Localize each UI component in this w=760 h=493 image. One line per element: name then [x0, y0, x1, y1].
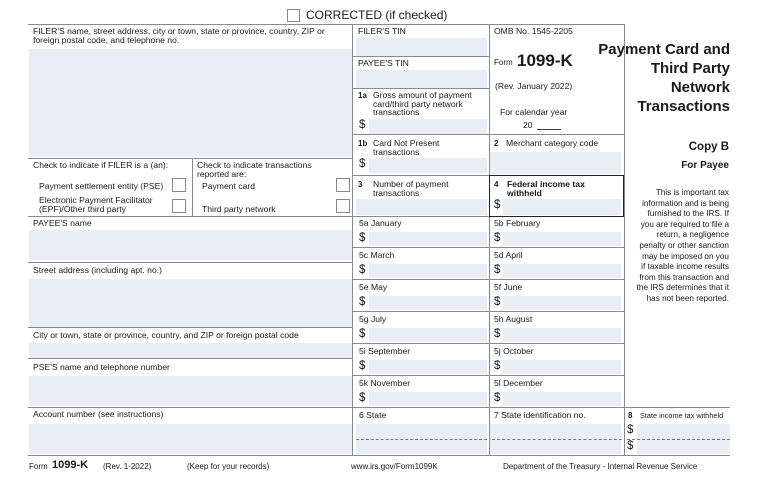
footer-revision: (Rev. 1-2022)	[103, 462, 152, 471]
box1b-bottom	[352, 175, 490, 176]
txn-check-label: Check to indicate transactions reported are:	[197, 160, 312, 179]
box5e-field[interactable]	[369, 296, 487, 310]
row-5h-bottom	[352, 343, 624, 344]
box2-label: Merchant category code	[506, 138, 599, 148]
box4-number: 4	[494, 180, 499, 189]
year-underline	[537, 129, 561, 130]
footer-url[interactable]: www.irs.gov/Form1099K	[351, 462, 438, 471]
box5c-label: 5c March	[359, 250, 395, 260]
corrected-checkbox[interactable]	[287, 9, 300, 22]
form-revision: (Rev. January 2022)	[495, 81, 573, 91]
box1b-dollar: $	[359, 158, 366, 170]
box1a-dollar: $	[359, 119, 366, 131]
box8-dollar-2: $	[627, 440, 634, 452]
box8-dashed	[627, 439, 730, 440]
payee-name-field[interactable]	[29, 230, 352, 260]
network-checkbox[interactable]	[336, 199, 350, 213]
payment-card-option-label: Payment card	[202, 181, 256, 191]
box4-dollar: $	[494, 199, 501, 211]
box5a-label: 5a January	[359, 218, 402, 228]
street-bottom	[28, 327, 352, 328]
box5k-field[interactable]	[369, 392, 487, 406]
box5a-dollar: $	[359, 232, 366, 244]
box1a-label: Gross amount of payment card/third party network transactions	[373, 90, 472, 118]
footer-keep-note: (Keep for your records)	[187, 462, 270, 471]
box1a-field[interactable]	[369, 119, 487, 134]
box6-label: 6 State	[359, 410, 387, 420]
box5d-label: 5d April	[494, 250, 523, 260]
box5k-dollar: $	[359, 392, 366, 404]
right-column-bottom-line	[624, 407, 730, 408]
epf-checkbox[interactable]	[172, 199, 186, 213]
box5d-dollar: $	[494, 264, 501, 276]
copy-notice: This is important tax information and is being furnished to the IRS. If you are required to file a return, a negligence penalty or other sanction may be imposed on you if taxable income results from this transaction and the IRS determines that it has not been reported.	[636, 188, 729, 303]
box5j-field[interactable]	[503, 360, 621, 374]
corrected-label: CORRECTED (if checked)	[306, 8, 448, 22]
footer-form-number: 1099-K	[52, 459, 89, 471]
box5d-field[interactable]	[503, 264, 621, 278]
pse-option-label: Payment settlement entity (PSE)	[39, 181, 164, 191]
box5l-field[interactable]	[503, 392, 621, 406]
filer-tin-field[interactable]	[356, 38, 487, 56]
payee-name-bottom	[28, 262, 352, 263]
payee-tin-field[interactable]	[356, 70, 487, 88]
network-option-label: Third party network	[202, 204, 276, 214]
row-5j-bottom	[352, 375, 624, 376]
footer-department: Department of the Treasury - Internal Revenue Service	[503, 462, 698, 471]
row-5l-bottom	[28, 407, 624, 408]
box5c-dollar: $	[359, 264, 366, 276]
box2-field[interactable]	[490, 152, 621, 174]
filer-info-label: FILER'S name, street address, city or town, state or province, country, ZIP or foreign postal code, and telephone no.	[33, 26, 325, 46]
box5e-label: 5e May	[359, 282, 388, 292]
filer-tin-bottom	[352, 56, 490, 57]
box5h-field[interactable]	[503, 328, 621, 342]
box5i-label: 5i September	[359, 346, 411, 356]
box5i-field[interactable]	[369, 360, 487, 374]
box5i-dollar: $	[359, 360, 366, 372]
city-field[interactable]	[29, 343, 352, 358]
payee-tin-label: PAYEE'S TIN	[358, 58, 409, 68]
calendar-year: 20	[523, 120, 533, 130]
box5b-label: 5b February	[494, 218, 541, 228]
pse-checkbox[interactable]	[172, 178, 186, 192]
box3-field[interactable]	[356, 199, 487, 215]
account-label: Account number (see instructions)	[33, 409, 164, 419]
middle-column-divider	[489, 24, 490, 455]
copy-subtitle: For Payee	[681, 160, 729, 171]
box5h-dollar: $	[494, 328, 501, 340]
box4-label: Federal income tax withheld	[507, 179, 585, 198]
row-5b-bottom	[352, 247, 624, 248]
city-label: City or town, state or province, country, and ZIP or foreign postal code	[33, 330, 299, 340]
account-field[interactable]	[29, 424, 352, 454]
box5l-label: 5l December	[494, 378, 543, 388]
box1b-label: Card Not Present transactions	[373, 138, 440, 157]
box5k-label: 5k November	[359, 378, 411, 388]
box5c-field[interactable]	[369, 264, 487, 278]
box5g-dollar: $	[359, 328, 366, 340]
box5g-field[interactable]	[369, 328, 487, 342]
street-label: Street address (including apt. no.)	[33, 265, 162, 275]
payment-card-checkbox[interactable]	[336, 178, 350, 192]
box3-label: Number of payment transactions	[373, 179, 449, 198]
row-5d-bottom	[352, 279, 624, 280]
row-5f-bottom	[352, 311, 624, 312]
street-field[interactable]	[29, 279, 352, 327]
box5f-label: 5f June	[494, 282, 523, 292]
box5f-field[interactable]	[503, 296, 621, 310]
box8-dollar-1: $	[627, 424, 634, 436]
left-column-divider	[352, 24, 353, 455]
box5j-dollar: $	[494, 360, 501, 372]
form-word: Form	[494, 58, 513, 67]
pse-name-label: PSE'S name and telephone number	[33, 362, 170, 372]
filer-info-field[interactable]	[29, 49, 352, 157]
copy-title: Copy B	[688, 141, 729, 153]
box7-label: 7 State identification no.	[494, 410, 586, 420]
filer-check-label: Check to indicate if FILER is a (an):	[33, 160, 169, 170]
form-number: 1099-K	[517, 51, 573, 70]
box3-number: 3	[358, 180, 363, 189]
box8-label: State income tax withheld	[640, 411, 724, 420]
box5f-dollar: $	[494, 296, 501, 308]
form-title: Payment Card and Third Party Network Transactions	[598, 41, 730, 115]
footer-form-word: Form	[29, 462, 48, 471]
box7-dashed	[492, 439, 622, 440]
box6-dashed	[356, 439, 487, 440]
epf-option-label: Electronic Payment Facilitator (EPF)/Other third party	[39, 195, 153, 214]
box1b-number: 1b	[358, 139, 368, 148]
box5b-dollar: $	[494, 232, 501, 244]
filer-info-bottom	[28, 158, 352, 159]
box1a-number: 1a	[358, 91, 367, 100]
box2-number: 2	[494, 139, 499, 148]
box1a-bottom	[352, 134, 624, 135]
box5g-label: 5g July	[359, 314, 387, 324]
box8-number: 8	[628, 411, 633, 420]
box5j-label: 5j October	[494, 346, 534, 356]
check-area-divider	[192, 158, 193, 216]
form-bottom-border	[28, 455, 730, 456]
box5h-label: 5h August	[494, 314, 533, 324]
box5a-field[interactable]	[369, 232, 487, 246]
box5l-dollar: $	[494, 392, 501, 404]
pse-name-field[interactable]	[29, 376, 352, 406]
city-bottom	[28, 358, 352, 359]
form-top-border	[28, 24, 624, 25]
payee-name-label: PAYEE'S name	[33, 218, 92, 228]
box5e-dollar: $	[359, 296, 366, 308]
calendar-year-label: For calendar year	[500, 107, 568, 117]
box1b-field[interactable]	[369, 158, 487, 173]
filer-tin-label: FILER'S TIN	[358, 26, 406, 36]
payee-tin-bottom	[352, 88, 490, 89]
omb-number: OMB No. 1545-2205	[494, 26, 573, 36]
box5b-field[interactable]	[503, 232, 621, 246]
